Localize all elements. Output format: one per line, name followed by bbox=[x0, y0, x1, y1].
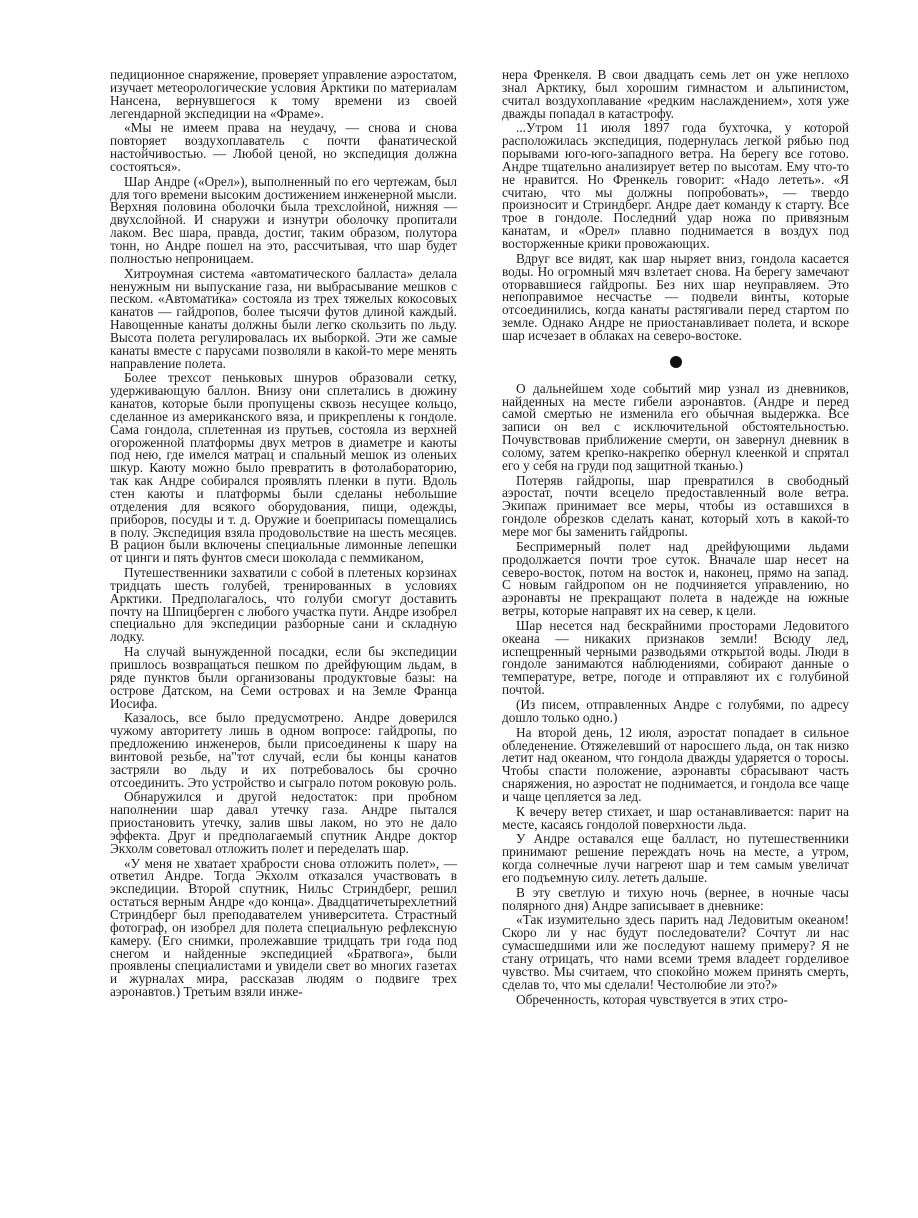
section-divider-dot-icon bbox=[670, 356, 682, 368]
paragraph: Вдруг все видят, как шар ныряет вниз, гондола касается воды. Но огромный мяч взлетает снова. На берегу замечают оторвавшиеся гайдропы. Без них шар неуправляем. Это непоправимое несчастье — подвели винты, которые отсоединились, когда канаты растягивали перед стартом по земле. Однако Андре не приостанавливает полета, и вскоре шар исчезает в облаках на северо-востоке. bbox=[502, 250, 849, 343]
paragraph: Шар несется над бескрайними просторами Ледовитого океана — никаких признаков земли! Всюду лед, испещренный черными разводьями открытой воды. Люди в гондоле занимаются наблюдениями, собирают данные о температуре, ветре, погоде и отправляют их с голубиной почтой. bbox=[502, 617, 849, 698]
paragraph: На второй день, 12 июля, аэростат попадает в сильное обледенение. Отяжелевший от наросшего льда, он так низко летит над океаном, что гондола дважды ударяется о торосы. Чтобы спасти положение, аэронавты сбрасывают часть снаряжения, но аэростат не поднимается, и гондола все чаще и чаще цепляется за лед. bbox=[502, 724, 849, 804]
paragraph: «У меня не хватает храбрости снова отложить полет», — ответил Андре. Тогда Экхолм отказался участвовать в экспедиции. Второй спутник, Нильс Стриндберг, решил остаться верным Андре «до конца». Двадцатичетырехлетний Стриндберг был преподавателем университета. Страстный фотограф, он изобрел для полета специальную рефлексную камеру. (Его снимки, пролежавшие тридцать три года под снегом и найденные экспедицией «Братвога», были проявлены специалистами и увидели свет во многих газетах и журналах мира, рассказав людям о подвиге трех аэронавтов.) Третьим взяли инже- bbox=[110, 855, 457, 1000]
paragraph: Хитроумная система «автоматического балласта» делала ненужным ни выпускание газа, ни выбрасывание мешков с песком. «Автоматика» состояла из трех тяжелых кокосовых канатов — гайдропов, более тысячи футов длиной каждый. Навощенные канаты должны были легко скользить по льду. Высота полета регулировалась их выборкой. Эти же самые канаты вместе с парусами позволяли в какой-то мере менять направление полета. bbox=[110, 265, 457, 371]
paragraph: На случай вынужденной посадки, если бы экспедиции пришлось возвращаться пешком по дрейфующим льдам, в ряде пунктов были организованы продуктовые базы: на острове Датском, на Семи островах и на Земле Франца Иосифа. bbox=[110, 644, 457, 711]
paragraph: В эту светлую и тихую ночь (вернее, в ночные часы полярного дня) Андре записывает в дневнике: bbox=[502, 884, 849, 913]
paragraph: У Андре оставался еще балласт, но путешественники принимают решение переждать ночь на месте, а утром, когда солнечные лучи нагреют шар и тем самым увеличат его подъемную силу. лететь дальше. bbox=[502, 831, 849, 885]
paragraph: педиционное снаряжение, проверяет управление аэростатом, изучает метеорологические условия Арктики по материалам Нансена, вернувшегося к тому времени из своей легендарной экспедиции на «Фраме». bbox=[110, 67, 457, 121]
paragraph: «Мы не имеем права на неудачу, — снова и снова повторяет воздухоплаватель с почти фанатической настойчивостью. — Любой ценой, но экспедиция должна состояться». bbox=[110, 120, 457, 174]
paragraph: Обнаружился и другой недостаток: при пробном наполнении шар давал утечку газа. Андре пытался приостановить утечку, залив швы лаком, но это не дало эффекта. Друг и предполагаемый спутник Андре доктор Экхолм советовал отложить полет и переделать шар. bbox=[110, 789, 457, 856]
paragraph: «Так изумительно здесь парить над Ледовитым океаном! Скоро ли у нас будут последователи? Сочтут ли нас сумасшедшими или же последуют нашему примеру? Я не стану отрицать, что нами всеми тремя владеет горделивое чувство. Мы считаем, что спокойно можем принять смерть, сделав то, что мы сделали! Честолюбие ли это?» bbox=[502, 912, 849, 992]
paragraph: Шар Андре («Орел»), выполненный по его чертежам, был для того времени высоким достижением инженерной мысли. Верхняя половина оболочки была трехслойной, нижняя — двухслойной. И снаружи и изнутри оболочку пропитали лаком. Вес шара, правда, достиг, таким образом, полутора тонн, но Андре пошел на это, рассчитывая, что шар будет полностью непроницаем. bbox=[110, 173, 457, 266]
right-column bbox=[502, 69, 849, 1008]
paragraph: К вечеру ветер стихает, и шар останавливается: парит на месте, касаясь гондолой поверхности льда. bbox=[502, 803, 849, 832]
paragraph: Более трехсот пеньковых шнуров образовали сетку, удерживающую баллон. Внизу они сплетались в дюжину канатов, которые были пропущены сквозь несущее кольцо, сделанное из американского вяза, и прикреплены к гондоле. Сама гондола, сплетенная из прутьев, состояла из верхней огороженной платформы двух метров в диаметре и каюты под нею, где имелся матрац и спальный мешок из оленьих шкур. Каюту можно было превратить в фотолабораторию, так как Андре собирался проявлять пленки в пути. Вдоль стен каюты и платформы были сделаны небольшие отделения для всякого оборудования, пищи, одежды, приборов, посуды и т. д. Оружие и боеприпасы помещались в полу. Экспедиция взяла продовольствие на шесть месяцев. В рацион были включены специальные лимонные лепешки от цинги и пять фунтов смеси шоколада с пеммиканом, bbox=[110, 370, 457, 566]
paragraph: нера Френкеля. В свои двадцать семь лет он уже неплохо знал Арктику, был хорошим гимнастом и альпинистом, считал воздухоплавание «редким наслаждением», хотя уже дважды попадал в катастрофу. bbox=[502, 67, 849, 121]
paragraph: ...Утром 11 июля 1897 года бухточка, у которой расположилась экспедиция, подернулась легкой рябью под порывами юго-юго-западного ветра. На берегу все готово. Андре тщательно анализирует ветер по высотам. Ему что-то не нравится. Но Френкель говорит: «Надо лететь». «Я считаю, что мы должны попробовать», — твердо произносит и Стриндберг. Андре дает команду к старту. Все трое в гондоле. Последний удар ножа по привязным канатам, и «Орел» плавно поднимается в воздух под восторженные крики провожающих. bbox=[502, 120, 849, 251]
paragraph: Потеряв гайдропы, шар превратился в свободный аэростат, почти всецело предоставленный воле ветра. Экипаж принимает все меры, чтобы из оставшихся в гондоле обрезков сделать канат, который хоть в какой-то мере мог бы заменить гайдропы. bbox=[502, 472, 849, 539]
paragraph: (Из писем, отправленных Андре с голубями, по адресу дошло только одно.) bbox=[502, 696, 849, 725]
paragraph: Путешественники захватили с собой в плетеных корзинах тридцать шесть голубей, тренированных в условиях Арктики. Предполагалось, что голуби смогут доставить почту на Шпицберген с любого участка пути. Андре изобрел специально для экспедиции разборные сани и складную лодку. bbox=[110, 565, 457, 645]
paragraph: Казалось, все было предусмотрено. Андре доверился чужому авторитету лишь в одном вопросе: гайдропы, по предложению инженеров, были присоединены к шару на винтовой резьбе, на"тот случай, если бы концы канатов застряли во льду и их потребовалось бы срочно отсоединить. Это устройство и сыграло потом роковую роль. bbox=[110, 710, 457, 790]
paragraph: О дальнейшем ходе событий мир узнал из дневников, найденных на месте гибели аэронавтов. (Андре и перед самой смертью не изменила его обычная выдержка. Все записи он вел с исключительной обстоятельностью. Почувствовав приближение смерти, он завернул дневник в солому, затем крепко-накрепко обернул клеенкой и спрятал его у себя на груди под защитной тканью.) bbox=[502, 380, 849, 473]
paragraph: Обреченность, которая чувствуется в этих стро- bbox=[516, 991, 788, 1007]
left-column bbox=[110, 69, 457, 1001]
paragraph: Беспримерный полет над дрейфующими льдами продолжается почти трое суток. Вначале шар несет на северо-восток, потом на восток и, наконец, прямо на запад. С новым гайдропом он не подчиняется управлению, но аэронавты не прекращают полета в надежде на южные ветры, которые направят их на север, к цели. bbox=[502, 538, 849, 619]
